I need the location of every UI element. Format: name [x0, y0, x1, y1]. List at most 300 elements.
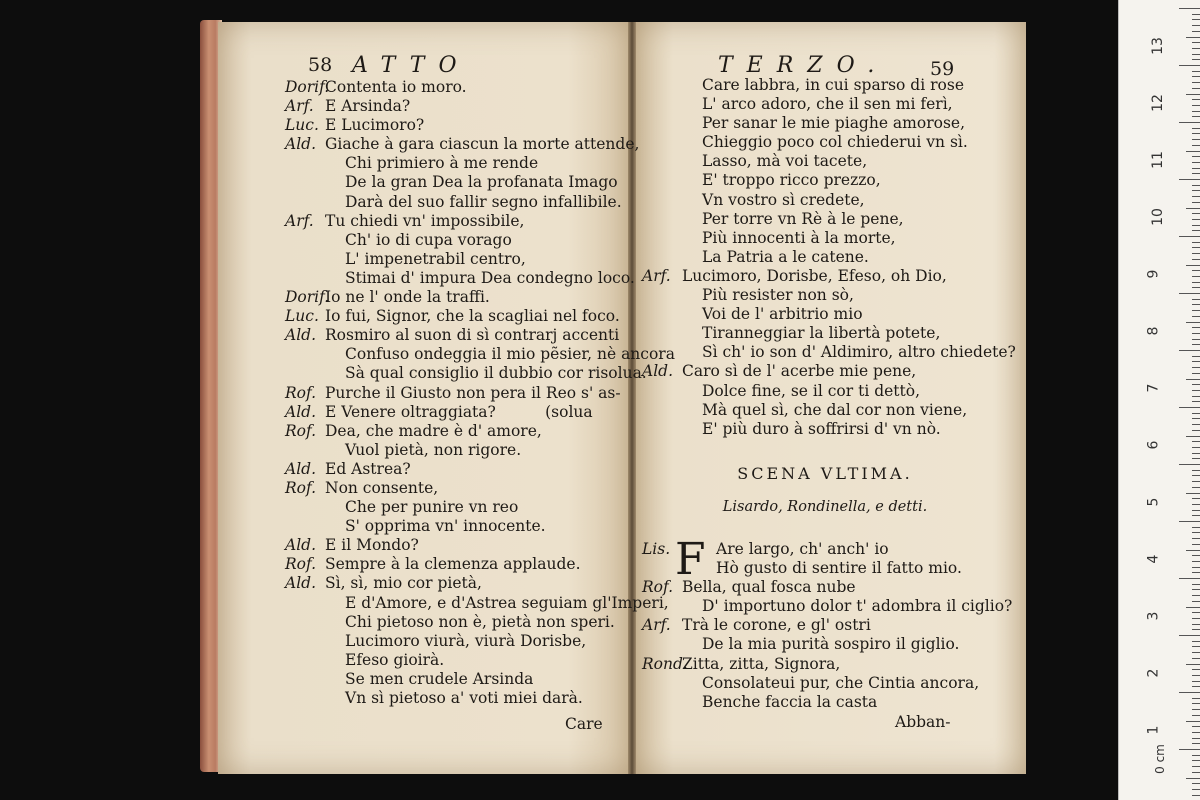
ruler-tick: [1179, 578, 1200, 579]
ruler-number: 12: [1149, 94, 1166, 112]
ruler-tick: [1192, 339, 1200, 340]
ruler-tick: [1192, 344, 1200, 345]
speaker-label: Rof.: [285, 478, 317, 497]
text-line: [642, 693, 1012, 712]
ruler-tick: [1192, 703, 1200, 704]
ruler-tick: [1179, 464, 1200, 465]
ruler-tick: [1192, 76, 1200, 77]
text-line: [285, 689, 675, 708]
text-line: [285, 116, 675, 135]
line-text: Chi primiero à me rende: [345, 154, 539, 173]
ruler-tick: [1192, 515, 1200, 516]
ruler-tick: [1186, 94, 1200, 95]
line-text: De la mia purità sospiro il giglio.: [702, 635, 960, 654]
ruler-tick: [1179, 407, 1200, 408]
ruler-tick: [1192, 253, 1200, 254]
text-line: [642, 305, 1016, 324]
text-line: [285, 212, 675, 231]
text-line: [285, 536, 675, 555]
line-text: Voi de l' arbitrio mio: [702, 305, 863, 324]
text-line: [285, 670, 675, 689]
ruler-number: 10: [1149, 208, 1166, 226]
speaker-label: Arf.: [285, 97, 314, 116]
speaker-label: Dorif.: [285, 288, 330, 307]
scene-title: SCENA VLTIMA.: [737, 464, 913, 483]
line-text: Sì, sì, mio cor pietà,: [325, 574, 482, 593]
text-line: [642, 76, 1016, 95]
text-line: [285, 364, 675, 383]
ruler-tick: [1192, 25, 1200, 26]
text-line: [642, 95, 1016, 114]
text-line: [285, 193, 675, 212]
ruler-tick: [1192, 447, 1200, 448]
ruler-tick: [1192, 584, 1200, 585]
text-line: [285, 422, 675, 441]
ruler-tick: [1192, 589, 1200, 590]
ruler-tick: [1192, 738, 1200, 739]
line-text: Che per punire vn reo: [345, 498, 519, 517]
ruler-tick: [1192, 168, 1200, 169]
ruler-tick: [1192, 162, 1200, 163]
ruler-tick: [1192, 510, 1200, 511]
line-text: Per torre vn Rè à le pene,: [702, 209, 904, 228]
ruler-number: 7: [1145, 383, 1162, 393]
line-text: Vuol pietà, non rigore.: [345, 440, 522, 459]
ruler-tick: [1192, 612, 1200, 613]
ruler-tick: [1192, 145, 1200, 146]
text-line: [285, 154, 675, 173]
ruler-tick: [1192, 561, 1200, 562]
line-text: Trà le corone, e gl' ostri: [682, 616, 871, 635]
line-text: E il Mondo?: [325, 536, 419, 555]
ruler-tick: [1192, 316, 1200, 317]
line-text: Stimai d' impura Dea condegno loco.: [345, 268, 635, 287]
ruler-tick: [1192, 242, 1200, 243]
ruler-tick: [1192, 373, 1200, 374]
line-text: Non consente,: [325, 478, 439, 497]
ruler-tick: [1186, 607, 1200, 608]
speaker-label: Ald.: [285, 536, 316, 555]
speaker-label: Luc.: [285, 307, 319, 326]
line-text: E Venere oltraggiata? (solua: [325, 402, 593, 421]
left-page-number: 58: [308, 54, 333, 76]
line-text: Lucimoro, Dorisbe, Efeso, oh Dio,: [682, 266, 947, 285]
text-line: [642, 171, 1016, 190]
ruler-number: 2: [1145, 668, 1162, 678]
ruler-tick: [1192, 270, 1200, 271]
ruler-tick: [1179, 749, 1200, 750]
ruler-tick: [1192, 760, 1200, 761]
ruler-tick: [1186, 151, 1200, 152]
line-text: Chi pietoso non è, pietà non speri.: [345, 612, 615, 631]
line-text: Confuso ondeggia il mio pẽsier, nè ancora: [345, 345, 675, 364]
ruler-tick: [1192, 527, 1200, 528]
right-catchword: Abban-: [895, 713, 951, 731]
ruler-tick: [1192, 190, 1200, 191]
text-line: [642, 616, 1012, 635]
line-text: De la gran Dea la profanata Imago: [345, 173, 618, 192]
ruler-tick: [1192, 709, 1200, 710]
line-text: Dolce fine, se il cor ti dettò,: [702, 381, 921, 400]
line-text: Bella, qual fosca nube: [682, 578, 856, 597]
right-page-number: 59: [930, 58, 955, 80]
text-line: [285, 594, 675, 613]
speaker-label: Arf.: [642, 266, 671, 285]
text-line: [642, 152, 1016, 171]
ruler-tick: [1192, 555, 1200, 556]
speaker-label: Ald.: [285, 459, 316, 478]
ruler-tick: [1192, 282, 1200, 283]
speaker-label: Dorif.: [285, 78, 330, 96]
speaker-label: Arf.: [642, 616, 671, 635]
ruler-tick: [1192, 185, 1200, 186]
text-line: [642, 286, 1016, 305]
ruler-tick: [1192, 173, 1200, 174]
ruler-tick: [1179, 179, 1200, 180]
ruler-number: 5: [1145, 497, 1162, 507]
line-text: Mà quel sì, che dal cor non viene,: [702, 400, 968, 419]
scene-persons: Lisardo, Rondinella, e detti.: [722, 499, 928, 515]
line-text: Caro sì de l' acerbe mie pene,: [682, 362, 917, 381]
ruler-tick: [1192, 475, 1200, 476]
ruler-tick: [1192, 384, 1200, 385]
ruler-tick: [1192, 726, 1200, 727]
text-line: [285, 479, 675, 498]
speaker-label: Rof.: [642, 578, 674, 597]
ruler-tick: [1192, 629, 1200, 630]
ruler-tick: [1192, 675, 1200, 676]
drop-cap: F: [675, 534, 706, 585]
right-text-block: [642, 76, 1016, 439]
ruler-tick: [1192, 795, 1200, 796]
ruler-tick: [1192, 624, 1200, 625]
line-text: Are largo, ch' anch' io: [716, 540, 889, 558]
line-text: Tiranneggiar la libertà potete,: [702, 324, 941, 343]
text-line: [642, 401, 1016, 420]
right-running-head: TERZO.: [718, 53, 889, 78]
text-line: [285, 288, 675, 307]
text-line: [642, 343, 1016, 362]
ruler-tick: [1192, 698, 1200, 699]
ruler-tick: [1186, 208, 1200, 209]
ruler-tick: [1192, 333, 1200, 334]
ruler-tick: [1192, 424, 1200, 425]
ruler-tick: [1192, 299, 1200, 300]
ruler-tick: [1192, 766, 1200, 767]
line-text: Hò gusto di sentire il fatto mio.: [716, 559, 962, 578]
line-text: L' impenetrabil centro,: [345, 249, 526, 268]
ruler-number: 11: [1149, 151, 1166, 169]
ruler-tick: [1192, 390, 1200, 391]
ruler-tick: [1192, 133, 1200, 134]
text-line: [285, 97, 675, 116]
right-text-block-2: [642, 534, 1013, 712]
ruler-tick: [1192, 646, 1200, 647]
ruler-tick: [1186, 778, 1200, 779]
text-line: [642, 133, 1016, 152]
ruler-tick: [1192, 54, 1200, 55]
ruler-tick: [1192, 356, 1200, 357]
ruler-tick: [1192, 259, 1200, 260]
text-line: [642, 578, 1012, 597]
text-line: [642, 597, 1012, 616]
text-line: [642, 267, 1016, 286]
ruler-number: 4: [1145, 554, 1162, 564]
text-line: [285, 231, 675, 250]
ruler-tick: [1192, 361, 1200, 362]
text-line: [642, 559, 1012, 578]
line-text: Se men crudele Arsinda: [345, 669, 534, 688]
ruler-tick: [1192, 498, 1200, 499]
ruler-tick: [1192, 71, 1200, 72]
line-text: E Arsinda?: [325, 97, 411, 116]
ruler-tick: [1192, 276, 1200, 277]
ruler-tick: [1192, 59, 1200, 60]
ruler-tick: [1186, 37, 1200, 38]
ruler-tick: [1192, 538, 1200, 539]
text-line: [642, 210, 1016, 229]
line-text: E d'Amore, e d'Astrea seguiam gl'Imperi,: [345, 593, 669, 612]
text-line: [285, 460, 675, 479]
speaker-label: Ald.: [642, 362, 673, 381]
line-text: Consolateui pur, che Cintia ancora,: [702, 673, 980, 692]
ruler-tick: [1192, 732, 1200, 733]
ruler-tick: [1192, 470, 1200, 471]
speaker-label: Rof.: [285, 383, 317, 402]
speaker-label: Ald.: [285, 574, 316, 593]
ruler-number: 9: [1145, 269, 1162, 279]
ruler-tick: [1192, 128, 1200, 129]
ruler-number: 1: [1145, 725, 1162, 735]
line-text: Dea, che madre è d' amore,: [325, 421, 542, 440]
speaker-label: Luc.: [285, 116, 319, 135]
ruler-number: 8: [1145, 326, 1162, 336]
ruler-tick: [1192, 48, 1200, 49]
ruler-tick: [1192, 441, 1200, 442]
line-text: Ed Astrea?: [325, 459, 411, 478]
text-line: [642, 229, 1016, 248]
ruler-tick: [1192, 504, 1200, 505]
ruler-tick: [1179, 350, 1200, 351]
ruler-tick: [1192, 116, 1200, 117]
ruler-tick: [1192, 31, 1200, 32]
speaker-label: Ald.: [285, 326, 316, 345]
ruler-tick: [1186, 379, 1200, 380]
line-text: Sì ch' io son d' Aldimiro, altro chiedete?: [702, 343, 1016, 362]
text-line: [285, 78, 675, 97]
ruler-tick: [1179, 65, 1200, 66]
line-text: Zitta, zitta, Signora,: [682, 654, 841, 673]
ruler-tick: [1186, 322, 1200, 323]
ruler-tick: [1192, 213, 1200, 214]
ruler-tick: [1179, 521, 1200, 522]
ruler-tick: [1192, 658, 1200, 659]
ruler-tick: [1192, 105, 1200, 106]
text-line: [285, 345, 675, 364]
ruler-tick: [1192, 42, 1200, 43]
line-text: Chieggio poco col chiederui vn sì.: [702, 133, 968, 152]
text-line: [285, 498, 675, 517]
line-text: D' importuno dolor t' adombra il ciglio?: [702, 597, 1013, 616]
text-line: [642, 540, 1012, 559]
ruler-tick: [1192, 401, 1200, 402]
line-text: Purche il Giusto non pera il Reo s' as-: [325, 383, 621, 402]
line-text: Rosmiro al suon di sì contrarj accenti: [325, 326, 620, 345]
text-line: [642, 362, 1016, 381]
scale-ruler: [1118, 0, 1200, 800]
ruler-tick: [1192, 789, 1200, 790]
ruler-tick: [1192, 247, 1200, 248]
line-text: Darà del suo fallir segno infallibile.: [345, 192, 622, 211]
ruler-tick: [1192, 99, 1200, 100]
ruler-tick: [1192, 287, 1200, 288]
ruler-number: 13: [1149, 37, 1166, 55]
speaker-label: Lis.: [642, 540, 671, 558]
text-line: [642, 248, 1016, 267]
ruler-tick: [1192, 430, 1200, 431]
ruler-tick: [1192, 481, 1200, 482]
ruler-tick: [1192, 743, 1200, 744]
line-text: Io fui, Signor, che la scagliai nel foco.: [325, 307, 620, 326]
text-line: [642, 382, 1016, 401]
line-text: Contenta io moro.: [325, 78, 467, 96]
speaker-label: Rond.: [642, 654, 688, 673]
ruler-tick: [1192, 652, 1200, 653]
ruler-tick: [1192, 601, 1200, 602]
line-text: E' più duro à soffrirsi d' vn nò.: [702, 419, 941, 438]
speaker-label: Rof.: [285, 555, 317, 574]
ruler-tick: [1192, 783, 1200, 784]
text-line: [285, 555, 675, 574]
ruler-tick: [1192, 572, 1200, 573]
text-line: [285, 326, 675, 345]
ruler-tick: [1179, 692, 1200, 693]
line-text: Vn sì pietoso a' voti miei darà.: [345, 689, 583, 707]
line-text: Efeso gioirà.: [345, 650, 445, 669]
line-text: E' troppo ricco prezzo,: [702, 171, 881, 190]
ruler-tick: [1192, 595, 1200, 596]
ruler-tick: [1179, 635, 1200, 636]
line-text: Giache à gara ciascun la morte attende,: [325, 135, 640, 154]
line-text: E Lucimoro?: [325, 116, 425, 135]
text-line: [285, 250, 675, 269]
ruler-tick: [1192, 88, 1200, 89]
ruler-tick: [1179, 122, 1200, 123]
ruler-tick: [1186, 265, 1200, 266]
ruler-tick: [1192, 327, 1200, 328]
text-line: [285, 651, 675, 670]
line-text: La Patria a le catene.: [702, 247, 869, 266]
text-line: [285, 574, 675, 593]
ruler-tick: [1192, 196, 1200, 197]
ruler-tick: [1192, 487, 1200, 488]
ruler-tick: [1179, 236, 1200, 237]
speaker-label: Arf.: [285, 211, 314, 230]
ruler-tick: [1192, 413, 1200, 414]
ruler-unit-label: 0 cm: [1152, 744, 1167, 774]
left-text-block: [285, 78, 675, 708]
ruler-tick: [1192, 230, 1200, 231]
ruler-tick: [1186, 721, 1200, 722]
ruler-tick: [1192, 544, 1200, 545]
text-line: [285, 384, 675, 403]
ruler-tick: [1192, 225, 1200, 226]
line-text: Lasso, mà voi tacete,: [702, 152, 868, 171]
text-line: [642, 420, 1016, 439]
line-text: Sempre à la clemenza applaude.: [325, 555, 581, 574]
ruler-tick: [1192, 14, 1200, 15]
line-text: Io ne l' onde la traffi.: [325, 288, 490, 307]
line-text: Tu chiedi vn' impossibile,: [325, 211, 525, 230]
ruler-number: 3: [1145, 611, 1162, 621]
line-text: Più innocenti à la morte,: [702, 228, 896, 247]
line-text: Care labbra, in cui sparso di rose: [702, 76, 964, 94]
text-line: [285, 269, 675, 288]
line-text: L' arco adoro, che il sen mi ferì,: [702, 95, 953, 114]
ruler-tick: [1192, 618, 1200, 619]
left-running-head: ATTO: [352, 53, 471, 78]
text-line: [642, 655, 1012, 674]
ruler-tick: [1192, 715, 1200, 716]
text-line: [642, 635, 1012, 654]
ruler-tick: [1192, 641, 1200, 642]
ruler-tick: [1186, 436, 1200, 437]
line-text: Più resister non sò,: [702, 286, 854, 305]
text-line: [285, 517, 675, 536]
line-text: Ch' io di cupa vorago: [345, 230, 512, 249]
line-text: S' opprima vn' innocente.: [345, 517, 546, 536]
ruler-tick: [1179, 8, 1200, 9]
ruler-tick: [1192, 396, 1200, 397]
ruler-tick: [1192, 111, 1200, 112]
line-text: Sà qual consiglio il dubbio cor risolua.: [345, 364, 647, 383]
ruler-tick: [1192, 772, 1200, 773]
text-line: [642, 674, 1012, 693]
text-line: [285, 307, 675, 326]
ruler-tick: [1192, 567, 1200, 568]
line-text: Per sanar le mie piaghe amorose,: [702, 114, 966, 133]
ruler-tick: [1192, 669, 1200, 670]
ruler-tick: [1179, 293, 1200, 294]
ruler-tick: [1186, 493, 1200, 494]
ruler-tick: [1192, 139, 1200, 140]
text-line: [642, 191, 1016, 210]
text-line: [285, 613, 675, 632]
ruler-tick: [1192, 156, 1200, 157]
ruler-tick: [1192, 19, 1200, 20]
ruler-tick: [1192, 453, 1200, 454]
line-text: Vn vostro sì credete,: [702, 190, 865, 209]
text-line: [642, 114, 1016, 133]
ruler-tick: [1192, 202, 1200, 203]
ruler-tick: [1192, 755, 1200, 756]
ruler-tick: [1192, 219, 1200, 220]
ruler-tick: [1192, 681, 1200, 682]
ruler-tick: [1186, 664, 1200, 665]
ruler-tick: [1192, 367, 1200, 368]
ruler-tick: [1192, 532, 1200, 533]
speaker-label: Ald.: [285, 402, 316, 421]
speaker-label: Ald.: [285, 135, 316, 154]
text-line: [285, 135, 675, 154]
left-catchword: Care: [565, 715, 603, 733]
ruler-number: 6: [1145, 440, 1162, 450]
line-text: Benche faccia la casta: [702, 692, 878, 711]
ruler-tick: [1192, 458, 1200, 459]
text-line: [642, 324, 1016, 343]
text-line: [285, 632, 675, 651]
speaker-label: Rof.: [285, 421, 317, 440]
